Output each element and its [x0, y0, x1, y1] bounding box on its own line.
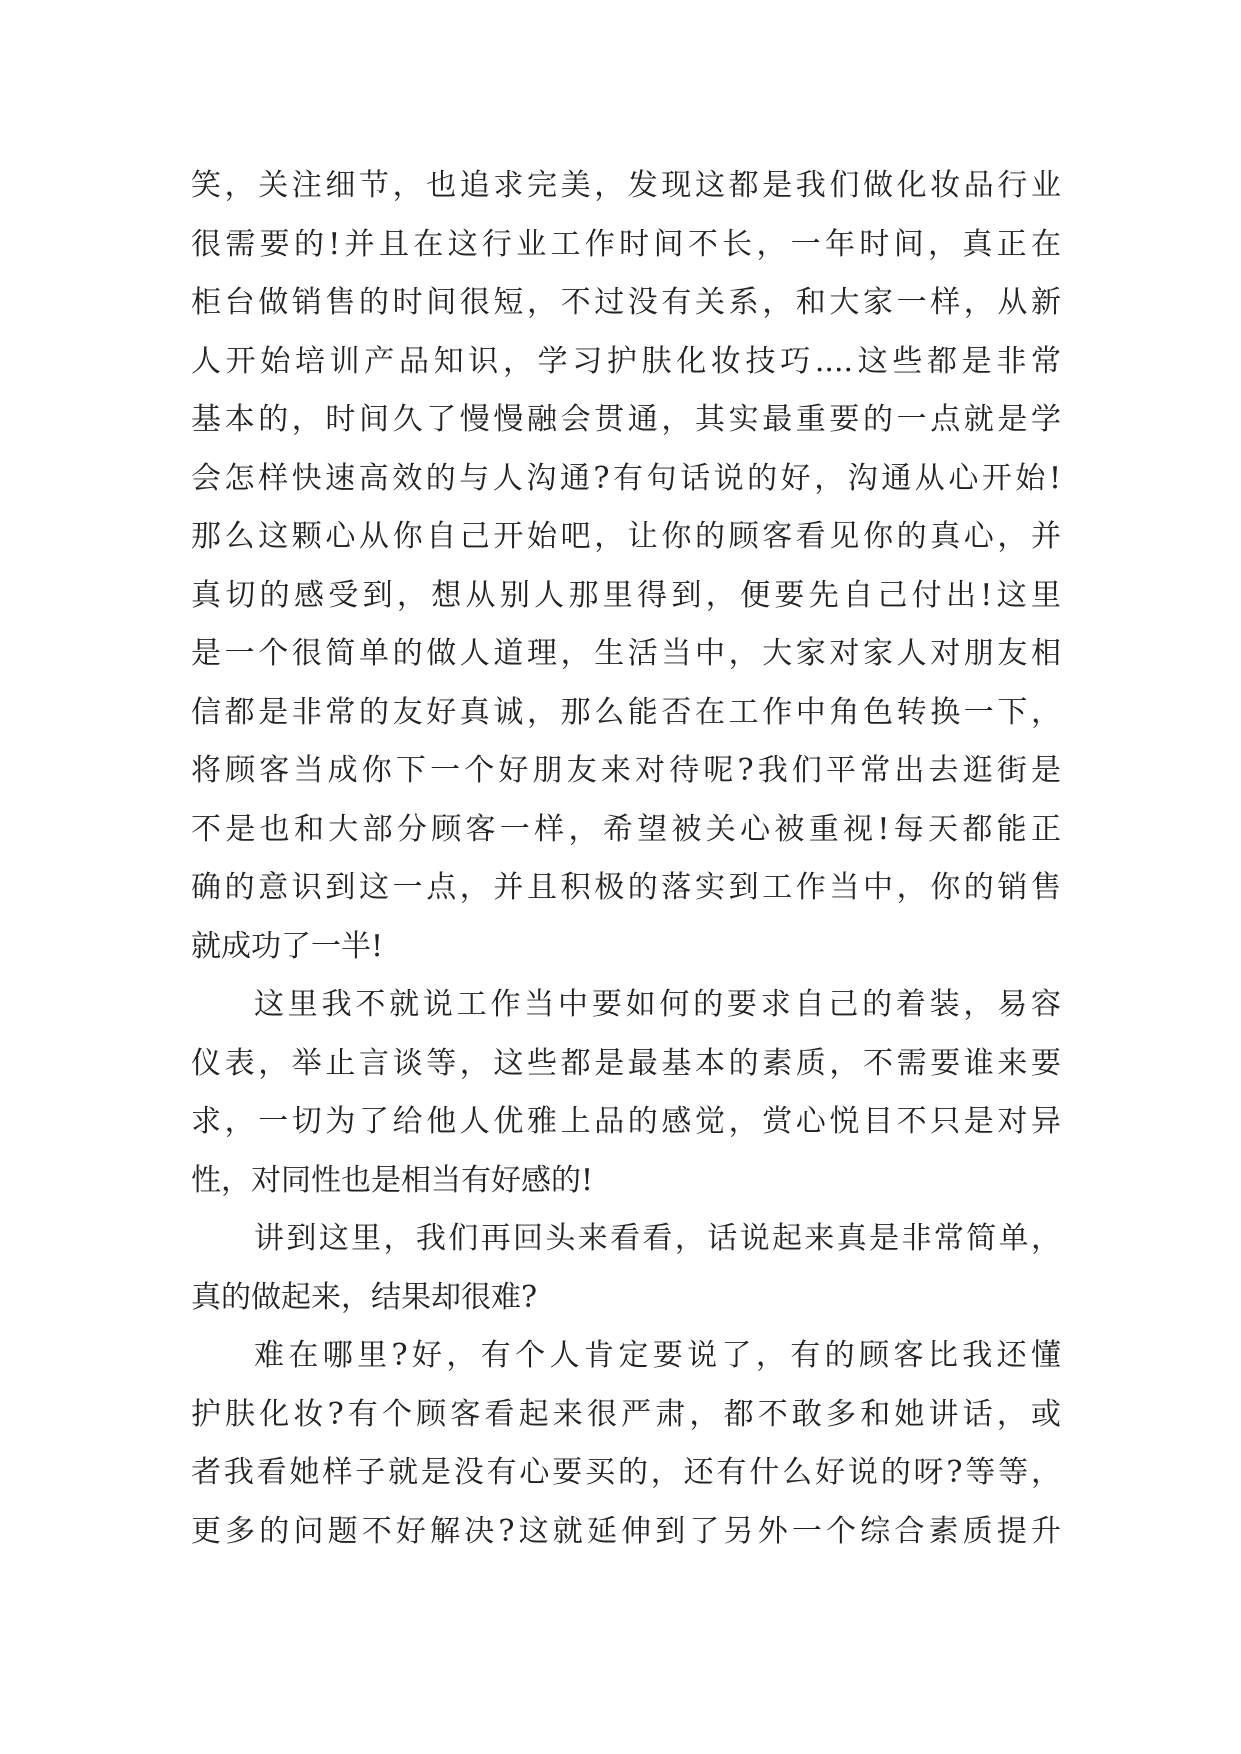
text-line: 这里我不就说工作当中要如何的要求自己的着装，易容: [254, 987, 1061, 1022]
text-line: 信都是非常的友好真诚，那么能否在工作中角色转换一下，: [191, 694, 1061, 730]
text-line: 柜台做销售的时间很短，不过没有关系，和大家一样，从新: [191, 285, 1061, 320]
text-line: 讲到这里，我们再回头来看看，话说起来真是非常简单，: [254, 1221, 1061, 1256]
text-line: 性，对同性也是相当有好感的!: [191, 1162, 594, 1198]
text-line: 将顾客当成你下一个好朋友来对待呢?我们平常出去逛街是: [191, 753, 1061, 788]
text-line: 很需要的!并且在这行业工作时间不长，一年时间，真正在: [191, 226, 1061, 262]
text-line: 仪表，举止言谈等，这些都是最基本的素质，不需要谁来要: [191, 1045, 1061, 1081]
paragraph: [191, 157, 1061, 976]
text-line: 人开始培训产品知识，学习护肤化妆技巧....这些都是非常: [191, 343, 1061, 379]
text-line: 不是也和大部分顾客一样，希望被关心被重视!每天都能正: [191, 811, 1061, 847]
paragraph: [191, 1327, 1061, 1561]
text-line: 更多的问题不好解决?这就延伸到了另外一个综合素质提升: [191, 1513, 1061, 1549]
text-line: 那么这颗心从你自己开始吧，让你的顾客看见你的真心，并: [191, 519, 1061, 554]
text-line: 护肤化妆?有个顾客看起来很严肃，都不敢多和她讲话，或: [191, 1396, 1061, 1432]
text-line: 会怎样快速高效的与人沟通?有句话说的好，沟通从心开始!: [191, 460, 1061, 496]
body-text: [191, 157, 1061, 1561]
paragraph: [191, 1210, 1061, 1327]
text-line: 基本的，时间久了慢慢融会贯通，其实最重要的一点就是学: [191, 402, 1061, 437]
paragraph: [191, 976, 1061, 1210]
text-line: 求，一切为了给他人优雅上品的感觉，赏心悦目不只是对异: [191, 1104, 1061, 1139]
text-line: 是一个很简单的做人道理，生活当中，大家对家人对朋友相: [191, 636, 1061, 671]
text-line: 确的意识到这一点，并且积极的落实到工作当中，你的销售: [191, 870, 1061, 905]
text-line: 难在哪里?好，有个人肯定要说了，有的顾客比我还懂: [254, 1338, 1061, 1373]
text-line: 真切的感受到，想从别人那里得到，便要先自己付出!这里: [191, 577, 1061, 613]
text-line: 真的做起来，结果却很难?: [191, 1279, 538, 1315]
text-line: 笑，关注细节，也追求完美，发现这都是我们做化妆品行业: [191, 168, 1061, 203]
text-line: 就成功了一半!: [191, 928, 384, 964]
text-line: 者我看她样子就是没有心要买的，还有什么好说的呀?等等，: [191, 1455, 1061, 1490]
